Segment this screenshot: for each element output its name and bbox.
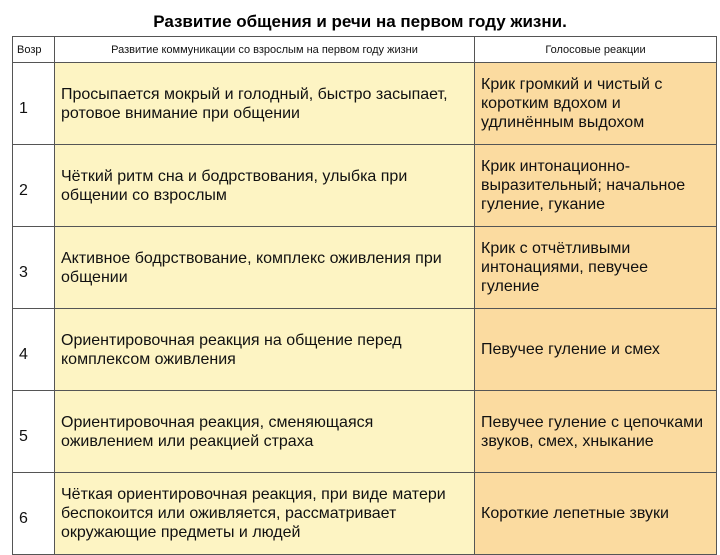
development-table xyxy=(12,36,717,555)
table-row xyxy=(13,309,717,391)
age-cell: 2 xyxy=(13,145,55,227)
voice-cell: Крик интонационно-выразительный; начальное гуление, гукание xyxy=(475,145,717,227)
age-cell: 5 xyxy=(13,391,55,473)
header-age: Возр xyxy=(13,37,55,63)
voice-cell: Певучее гуление и смех xyxy=(475,309,717,391)
voice-cell: Певучее гуление с цепочками звуков, смех, хныкание xyxy=(475,391,717,473)
age-cell: 1 xyxy=(13,63,55,145)
voice-cell: Крик с отчётливыми интонациями, певучее гуление xyxy=(475,227,717,309)
age-cell: 6 xyxy=(13,473,55,555)
voice-cell: Крик громкий и чистый с коротким вдохом и удлинённым выдохом xyxy=(475,63,717,145)
table-row xyxy=(13,63,717,145)
age-cell: 3 xyxy=(13,227,55,309)
header-communication: Развитие коммуникации со взрослым на первом году жизни xyxy=(55,37,475,63)
communication-cell: Активное бодрствование, комплекс оживления при общении xyxy=(55,227,475,309)
voice-cell: Короткие лепетные звуки xyxy=(475,473,717,555)
table-header-row xyxy=(13,37,717,63)
communication-cell: Чёткая ориентировочная реакция, при виде матери беспокоится или оживляется, рассматривает окружающие предметы и людей xyxy=(55,473,475,555)
page-title: Развитие общения и речи на первом году жизни. xyxy=(153,12,567,31)
table-row xyxy=(13,473,717,555)
communication-cell: Ориентировочная реакция на общение перед комплексом оживления xyxy=(55,309,475,391)
header-voice: Голосовые реакции xyxy=(475,37,717,63)
table-row xyxy=(13,227,717,309)
table-row xyxy=(13,145,717,227)
age-cell: 4 xyxy=(13,309,55,391)
table-row xyxy=(13,391,717,473)
communication-cell: Ориентировочная реакция, сменяющаяся оживлением или реакцией страха xyxy=(55,391,475,473)
communication-cell: Чёткий ритм сна и бодрствования, улыбка при общении со взрослым xyxy=(55,145,475,227)
communication-cell: Просыпается мокрый и голодный, быстро засыпает, ротовое внимание при общении xyxy=(55,63,475,145)
